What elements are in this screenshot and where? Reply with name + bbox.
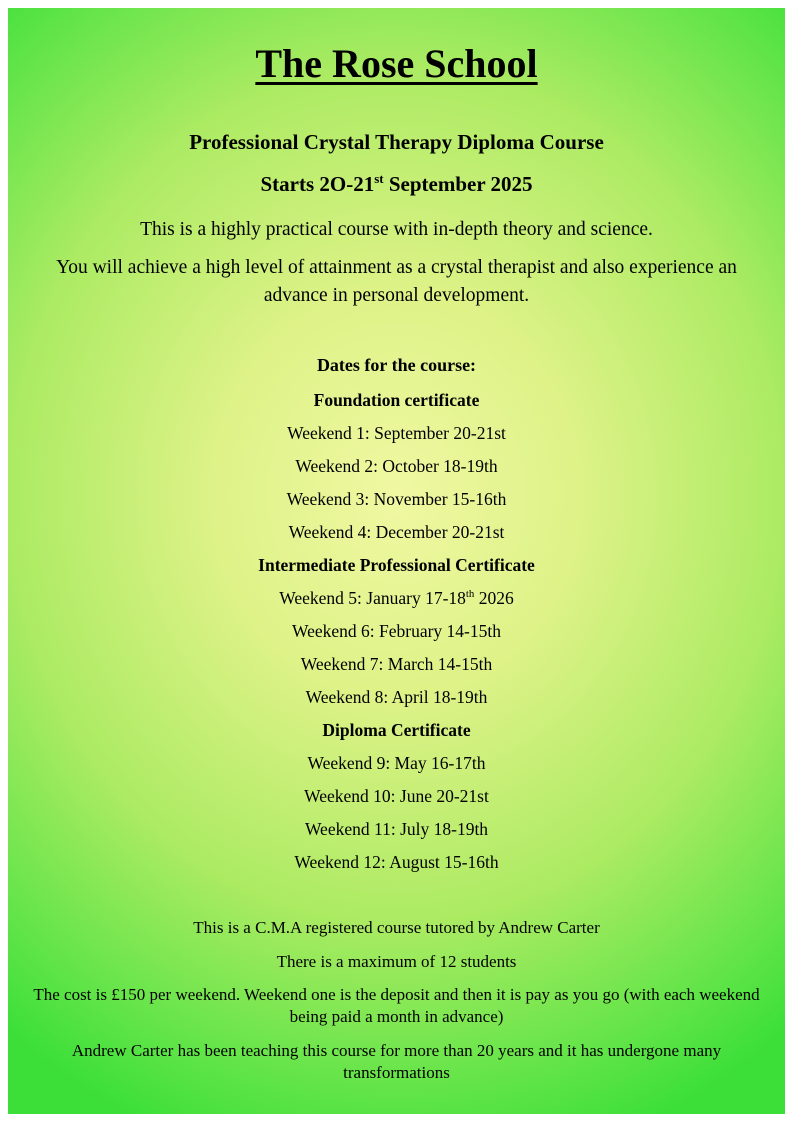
footer-paragraph: The cost is £150 per weekend. Weekend one is the deposit and then it is pay as you go (with each weekend being paid a month in advance) <box>33 985 760 1027</box>
weekend-line: Weekend 11: July 18-19th <box>304 818 489 839</box>
section-heading: Intermediate Professional Certificate <box>258 554 535 575</box>
start-date-pre: Starts 2O-21 <box>260 172 375 196</box>
weekend-line: Weekend 3: November 15-16th <box>286 488 507 509</box>
course-dates-list <box>8 390 785 873</box>
flyer-page <box>8 8 785 1114</box>
footer-paragraph: There is a maximum of 12 students <box>276 951 517 971</box>
page-title <box>8 40 785 88</box>
footer-paragraph: This is a C.M.A registered course tutored by Andrew Carter <box>193 917 600 937</box>
weekend-line: Weekend 9: May 16-17th <box>307 752 486 773</box>
weekend-line: Weekend 10: June 20-21st <box>304 785 489 806</box>
superscript: th <box>465 588 475 601</box>
weekend-line: Weekend 5: January 17-18th 2026 <box>279 587 514 608</box>
superscript: st <box>374 171 384 186</box>
footer-paragraph: Andrew Carter has been teaching this course for more than 20 years and it has undergone many transformations <box>71 1040 722 1082</box>
dates-heading: Dates for the course: <box>316 354 477 375</box>
weekend-line: Weekend 2: October 18-19th <box>295 455 498 476</box>
weekend-line: Weekend 4: December 20-21st <box>288 521 505 542</box>
weekend-line: Weekend 7: March 14-15th <box>300 653 493 674</box>
weekend-line: Weekend 1: September 20-21st <box>287 422 506 443</box>
weekend-line: Weekend 6: February 14-15th <box>291 620 502 641</box>
start-date-line <box>8 172 785 197</box>
footer-notes <box>8 917 785 1084</box>
course-subtitle: Professional Crystal Therapy Diploma Course <box>189 130 604 154</box>
section-heading: Foundation certificate <box>313 389 480 410</box>
weekend-line: Weekend 12: August 15-16th <box>294 851 499 872</box>
start-date-post: September 2025 <box>383 172 533 196</box>
page-title-text: The Rose School <box>255 41 538 86</box>
section-heading: Diploma Certificate <box>322 719 471 740</box>
intro-paragraph-2: You will achieve a high level of attainment as a crystal therapist and also experience an advance in personal development. <box>56 257 737 306</box>
weekend-line: Weekend 8: April 18-19th <box>305 686 488 707</box>
intro-paragraph-1: This is a highly practical course with in-depth theory and science. <box>140 219 653 240</box>
